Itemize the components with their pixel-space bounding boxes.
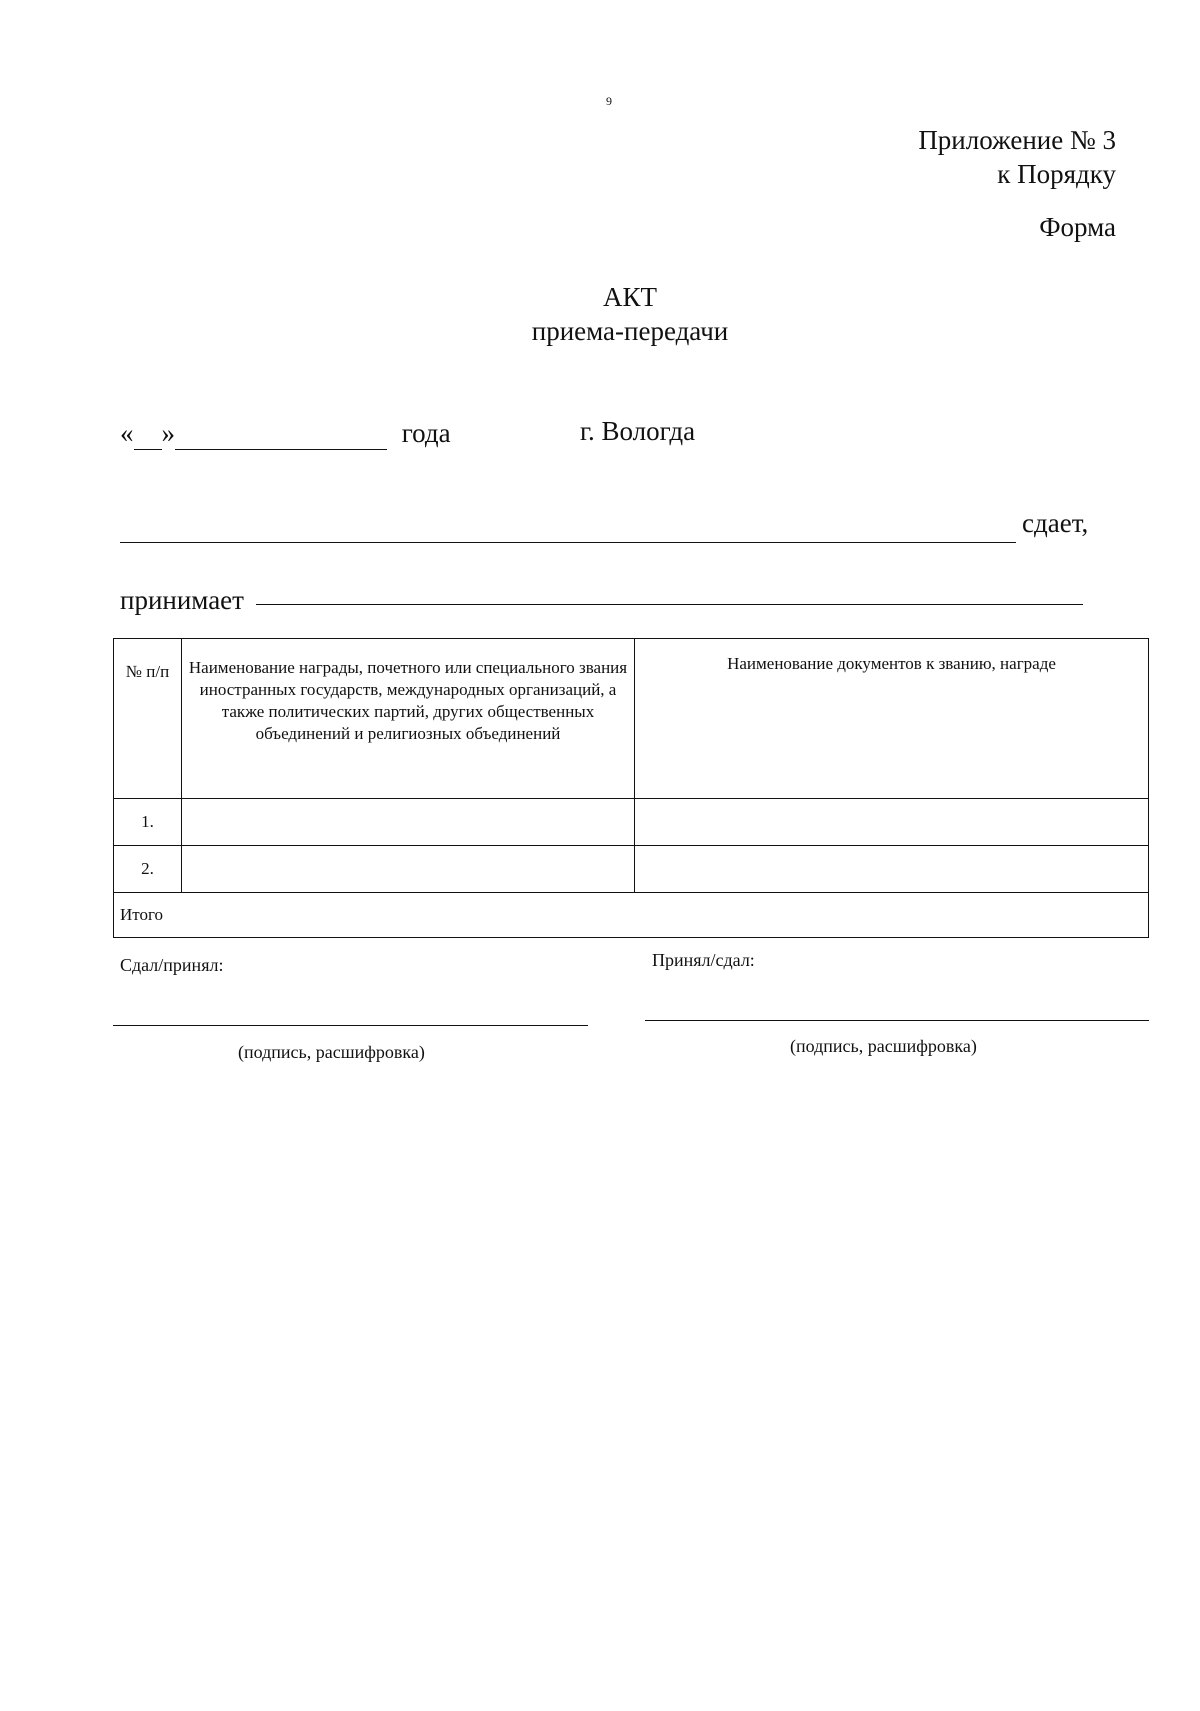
table-total-row [114,893,1149,938]
appendix-line-1: Приложение № 3 [918,125,1116,155]
row-award-cell[interactable] [182,799,635,846]
table-row [114,846,1149,893]
header-documents: Наименование документов к званию, награде [635,639,1149,799]
form-label: Форма [1039,212,1116,242]
month-blank[interactable] [175,418,387,450]
row-docs-cell[interactable] [635,846,1149,893]
total-label: Итого [114,893,1149,938]
appendix-block [918,123,1116,191]
right-signature-caption: (подпись, расшифровка) [790,1036,977,1056]
title-line-2: приема-передачи [531,316,729,346]
title-line-1: АКТ [603,282,657,312]
document-title [0,280,1200,348]
left-signature-caption: (подпись, расшифровка) [238,1042,425,1062]
right-signature-label: Принял/сдал: [652,950,755,970]
header-num: № п/п [114,639,182,799]
page-number: 9 [606,94,612,108]
table-header-row [114,639,1149,799]
prinimaet-label: принимает [120,585,244,615]
row-docs-cell[interactable] [635,799,1149,846]
date-field [120,418,451,450]
day-blank[interactable] [134,418,162,450]
row-num: 1. [114,799,182,846]
sender-blank[interactable] [120,542,1016,543]
row-award-cell[interactable] [182,846,635,893]
appendix-line-2: к Порядку [997,159,1116,189]
row-num: 2. [114,846,182,893]
year-word: года [401,418,451,448]
city-label: г. Вологда [580,416,696,446]
header-award-name: Наименование награды, почетного или специального звания иностранных государств, международных организаций, а также политических партий, других общественных объединений и религиозных объединений [182,639,635,799]
date-close-quote: » [161,418,175,448]
left-signature-line[interactable] [113,1025,588,1026]
right-signature-line[interactable] [645,1020,1149,1021]
date-open-quote: « [120,418,134,448]
receiver-blank[interactable] [256,604,1083,605]
sdaet-label: сдает, [1022,508,1089,538]
table-row [114,799,1149,846]
transfer-table [113,638,1149,938]
left-signature-label: Сдал/принял: [120,955,224,975]
